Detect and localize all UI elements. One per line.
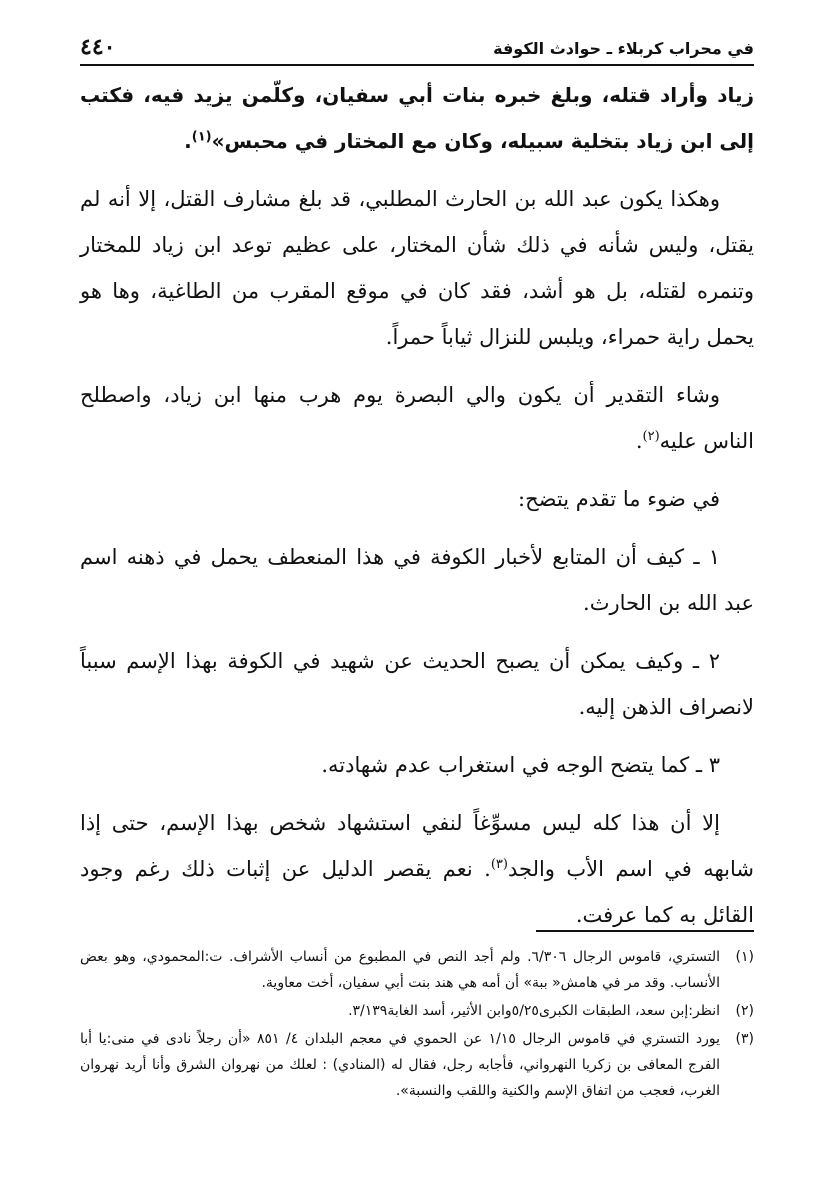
footnote bbox=[80, 1026, 754, 1104]
paragraph-text: ٣ ـ كما يتضح الوجه في استغراب عدم شهادته. bbox=[321, 753, 720, 777]
paragraph-tail: . bbox=[184, 129, 192, 153]
paragraph-text: وهكذا يكون عبد الله بن الحارث المطلبي، قد بلغ مشارف القتل، إلا أنه لم يقتل، وليس شأنه في ذلك شأن المختار، على عظيم توعد ابن زياد للمختار وتنمره لقتله، بل هو أشد، فقد كان في موقع المقرب من الطاغية، وها هو يحمل راية حمراء، ويلبس للنزال ثياباً حمراً. bbox=[80, 187, 754, 349]
paragraph-text: وشاء التقدير أن يكون والي البصرة يوم هرب منها ابن زياد، واصطلح الناس عليه bbox=[80, 383, 754, 453]
main-text bbox=[80, 72, 754, 950]
footnote-ref: (٢) bbox=[642, 429, 660, 444]
paragraph-tail: . نعم يقصر الدليل عن إثبات ذلك رغم وجود القائل به كما عرفت. bbox=[80, 857, 754, 927]
footnotes bbox=[80, 944, 754, 1106]
paragraph bbox=[80, 176, 754, 360]
footnote-text: التستري، قاموس الرجال ٦/٣٠٦. ولم أجد النص في المطبوع من أنساب الأشراف. ت:المحمودي، وهو بعض الأنساب. وقد مر في هامش« ببة» أن أمه هي هند بنت أبي سفيان، أخت معاوية. bbox=[80, 949, 720, 991]
footnote-ref: (١) bbox=[191, 129, 212, 145]
footnote-ref: (٣) bbox=[490, 857, 508, 872]
paragraph bbox=[80, 372, 754, 464]
footnote-number: (٢) bbox=[735, 1003, 754, 1019]
page-number: ٤٤٠ bbox=[80, 34, 116, 60]
paragraph-text: ٢ ـ وكيف يمكن أن يصبح الحديث عن شهيد في الكوفة بهذا الإسم سبباً لانصراف الذهن إليه. bbox=[80, 649, 754, 719]
footnote-divider bbox=[536, 930, 754, 932]
paragraph-text: زياد وأراد قتله، وبلغ خبره بنات أبي سفيان، وكلّمن يزيد فيه، فكتب إلى ابن زياد بتخلية سبيله، وكان مع المختار في محبس» bbox=[80, 83, 754, 153]
paragraph-text: إلا أن هذا كله ليس مسوِّغاً لنفي استشهاد شخص بهذا الإسم، حتى إذا شابهه في اسم الأب والجد bbox=[80, 811, 754, 881]
footnote-number: (٣) bbox=[735, 1031, 754, 1047]
paragraph-text: في ضوء ما تقدم يتضح: bbox=[518, 487, 720, 511]
footnote-text: يورد التستري في قاموس الرجال ١/١٥ عن الحموي في معجم البلدان ٤/ ٨٥١ «أن رجلاً نادى في منى:يا أبا الفرج المعافى بن زكريا النهرواني، فأجابه رجل، فقال له (المنادي) : لعلك من نهروان الشرق وأنا أريد نهروان الغرب، فعجب من اتفاق الإسم والكنية واللقب والنسبة». bbox=[80, 1031, 720, 1099]
list-item bbox=[80, 638, 754, 730]
paragraph-text: ١ ـ كيف أن المتابع لأخبار الكوفة في هذا المنعطف يحمل في ذهنه اسم عبد الله بن الحارث. bbox=[80, 545, 754, 615]
paragraph bbox=[80, 476, 754, 522]
paragraph-quote bbox=[80, 72, 754, 164]
paragraph bbox=[80, 800, 754, 938]
footnote-number: (١) bbox=[735, 949, 754, 965]
list-item bbox=[80, 534, 754, 626]
footnote bbox=[80, 944, 754, 996]
page-header bbox=[80, 28, 754, 66]
footnote bbox=[80, 998, 754, 1024]
list-item bbox=[80, 742, 754, 788]
paragraph-tail: . bbox=[635, 429, 643, 453]
footnote-text: انظر:إبن سعد، الطبقات الكبرى٥/٢٥وابن الأثير، أسد الغابة٣/١٣٩. bbox=[348, 1003, 720, 1019]
running-title: في محراب كربلاء ـ حوادث الكوفة bbox=[493, 39, 754, 58]
